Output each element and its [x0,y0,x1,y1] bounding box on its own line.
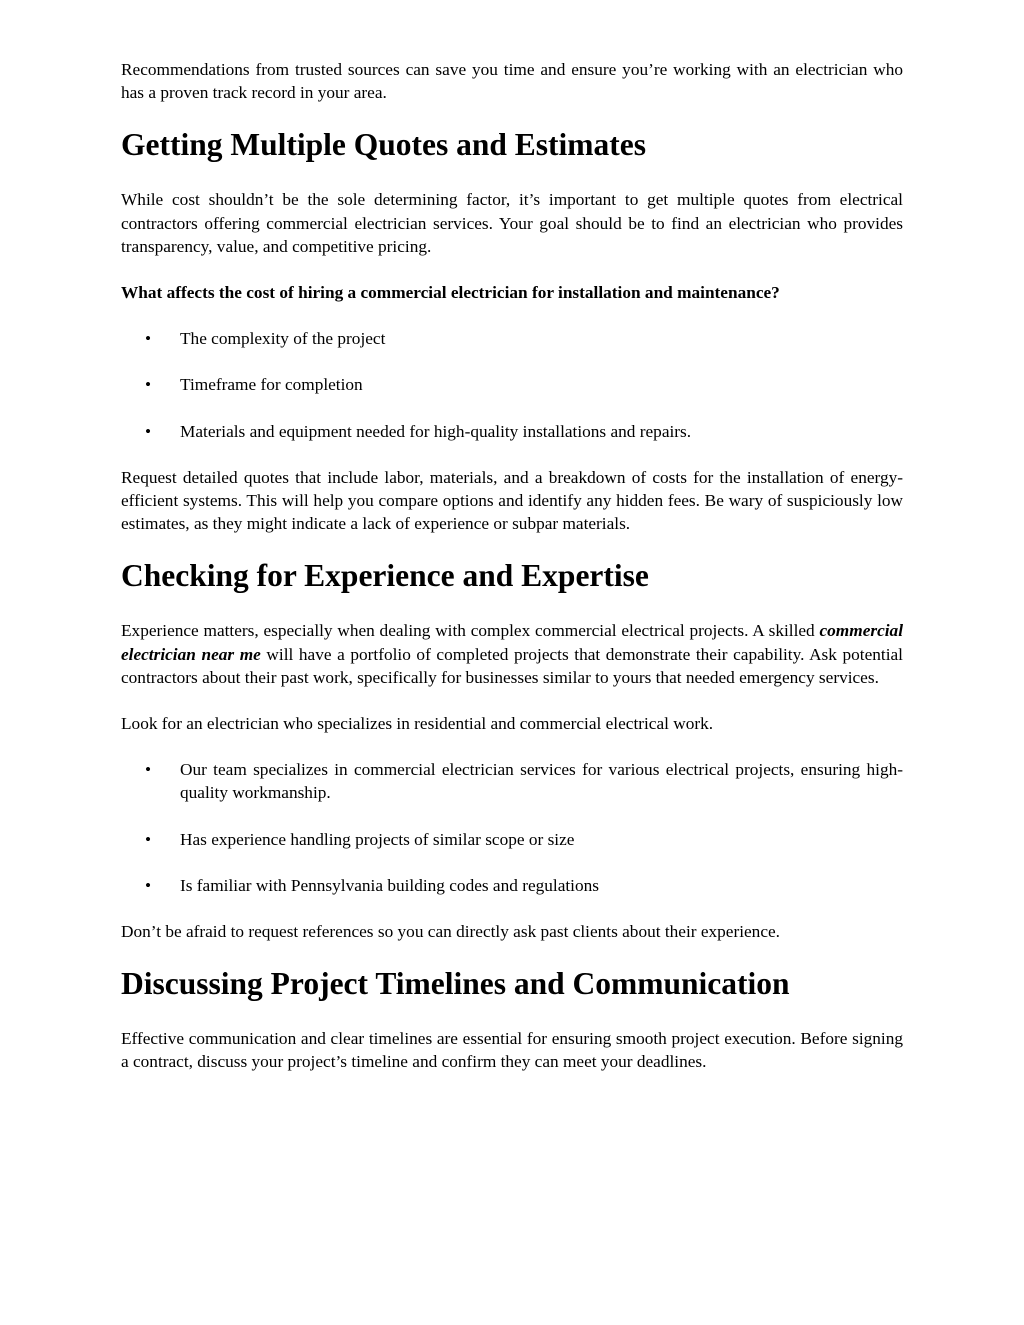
expertise-list [121,758,903,897]
experience-text-after: will have a portfolio of completed projects that demonstrate their capability. Ask potential contractors about their past work, specifically for businesses similar to yours that needed emergency services. [121,644,903,687]
list-item [121,420,903,443]
experience-paragraph [121,619,903,689]
list-item [121,874,903,897]
keyword-link[interactable]: commercial electrician near me [121,621,904,664]
list-item-text: Materials and equipment needed for high-quality installations and repairs. [180,421,692,441]
references-paragraph: Don’t be afraid to request references so you can directly ask past clients about their experience. [121,922,780,942]
bullet-icon: • [145,829,152,849]
list-item-text: Timeframe for completion [180,375,363,395]
bullet-icon: • [145,875,152,895]
bullet-icon: • [145,421,152,441]
list-item [121,327,903,350]
request-quotes-paragraph: Request detailed quotes that include labor, materials, and a breakdown of costs for the installation of energy-efficient systems. This will help you compare options and identify any hidden fees. Be wary of suspiciously low estimates, as they might indicate a lack of experience or subpar materials. [121,467,903,534]
list-item-text: Is familiar with Pennsylvania building codes and regulations [180,875,599,895]
quotes-paragraph: While cost shouldn’t be the sole determining factor, it’s important to get multiple quotes from electrical contractors offering commercial electrician services. Your goal should be to find an electrician who provides transparency, value, and competitive pricing. [121,190,903,256]
timelines-paragraph: Effective communication and clear timelines are essential for ensuring smooth project execution. Before signing a contract, discuss your project’s timeline and confirm they can meet your deadlines. [121,1029,903,1072]
section-heading-quotes: Getting Multiple Quotes and Estimates [121,127,646,163]
list-item [121,758,903,804]
list-item-text: Has experience handling projects of similar scope or size [180,829,575,849]
section-heading-experience: Checking for Experience and Expertise [121,558,649,594]
cost-factors-list [121,327,903,443]
list-item [121,828,903,851]
cost-question: What affects the cost of hiring a commercial electrician for installation and maintenance? [121,283,780,303]
intro-paragraph: Recommendations from trusted sources can save you time and ensure you’re working with an electrician who has a proven track record in your area. [121,60,903,103]
document-page [121,58,903,1074]
bullet-icon: • [145,329,152,349]
experience-text-before: Experience matters, especially when dealing with complex commercial electrical projects. A skilled [121,621,815,641]
bullet-icon: • [145,760,152,780]
section-heading-timelines: Discussing Project Timelines and Communication [121,966,790,1002]
bullet-icon: • [145,375,152,395]
list-item [121,373,903,396]
look-for-paragraph: Look for an electrician who specializes in residential and commercial electrical work. [121,714,714,734]
list-item-text: The complexity of the project [180,329,386,349]
list-item-text: Our team specializes in commercial electrician services for various electrical projects, ensuring high-quality workmanship. [180,760,903,803]
